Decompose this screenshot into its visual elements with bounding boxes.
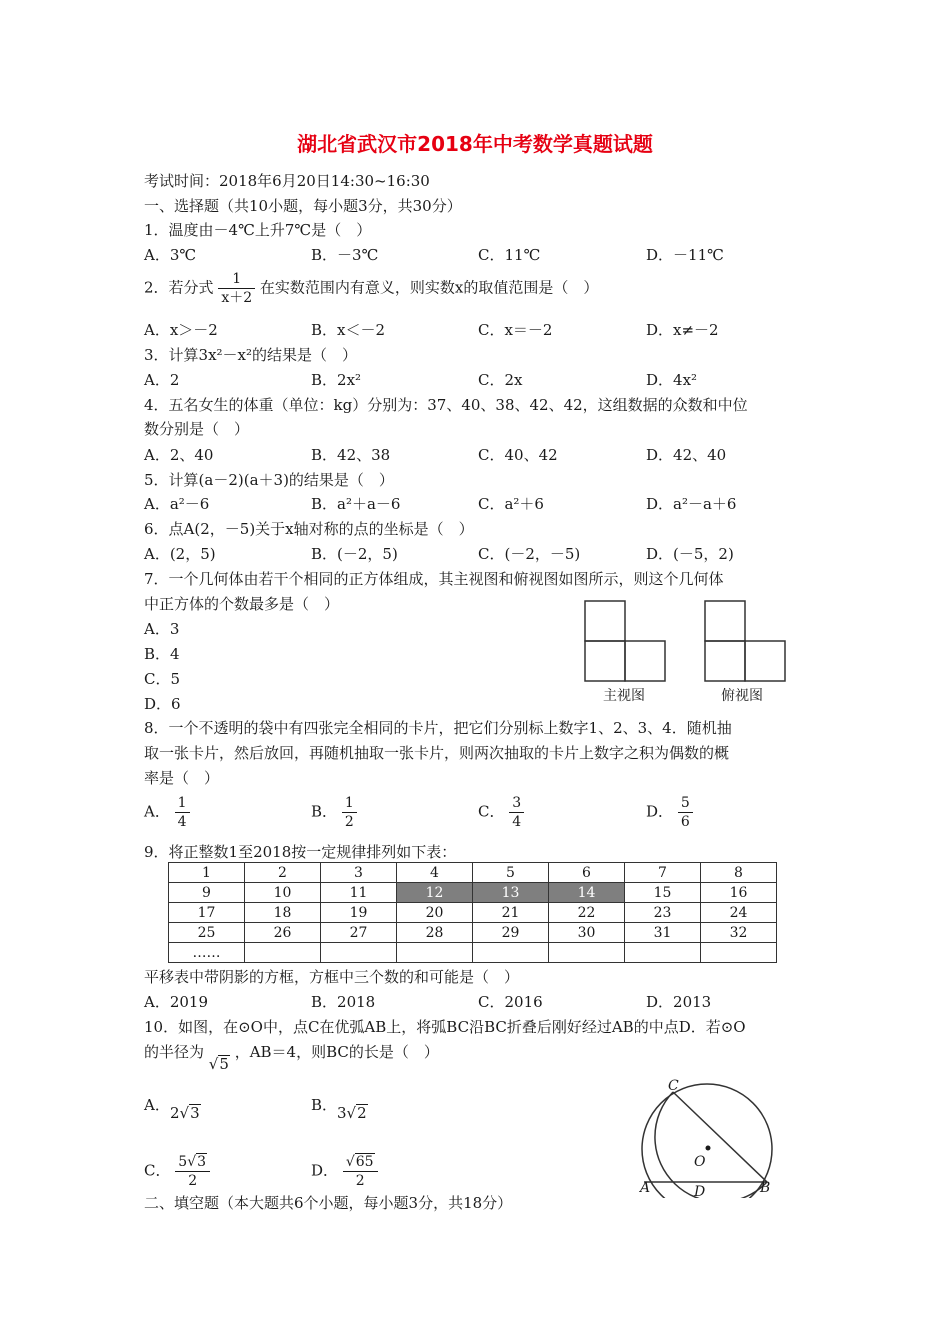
section-2-heading: 二、填空题（本大题共6个小题，每小题3分，共18分） (144, 1194, 513, 1212)
q8-a-fraction: $\frac{1}{4}$ (175, 794, 190, 831)
table-cell: 31 (625, 923, 701, 943)
q10-option-d (311, 1153, 378, 1190)
q4-option-b: B．42、38 (311, 446, 391, 464)
q6-stem: 6．点A(2，－5)关于x轴对称的点的坐标是（ ） (144, 520, 474, 538)
table-cell (397, 943, 473, 963)
q8-d-fraction: $\frac{5}{6}$ (678, 794, 693, 831)
table-cell: 16 (701, 883, 777, 903)
q3-option-a: A．2 (144, 371, 180, 389)
q10-b-value: 3√2 (337, 1104, 367, 1122)
table-cell: 2 (245, 863, 321, 883)
q1-option-b: B．－3℃ (311, 246, 379, 264)
q4-option-a: A．2、40 (144, 446, 214, 464)
table-cell: 18 (245, 903, 321, 923)
table-cell: 4 (397, 863, 473, 883)
table-cell: 20 (397, 903, 473, 923)
table-cell: 19 (321, 903, 397, 923)
exam-time: 考试时间：2018年6月20日14:30~16:30 (144, 172, 430, 190)
table-row (169, 903, 777, 923)
table-cell: 10 (245, 883, 321, 903)
table-row (169, 863, 777, 883)
chord-bc (673, 1092, 767, 1182)
table-cell: 17 (169, 903, 245, 923)
q2-option-b: B．x＜－2 (311, 321, 386, 339)
q2-option-a: A．x＞－2 (144, 321, 218, 339)
q5-stem: 5．计算(a－2)(a＋3)的结果是（ ） (144, 471, 394, 489)
table-cell: 27 (321, 923, 397, 943)
table-cell: 8 (701, 863, 777, 883)
q2-option-d: D．x≠－2 (646, 321, 719, 339)
q6-option-c: C．(－2，－5) (478, 545, 581, 563)
table-cell (245, 943, 321, 963)
page-title: 湖北省武汉市2018年中考数学真题试题 (297, 132, 653, 156)
q3-option-c: C．2x (478, 371, 523, 389)
q10-option-a (144, 1094, 200, 1122)
q7-stem-line1: 7．一个几何体由若干个相同的正方体组成，其主视图和俯视图如图所示，则这个几何体 (144, 570, 724, 588)
q9-option-c: C．2016 (478, 993, 543, 1011)
q10-stem-line2 (144, 1041, 439, 1073)
top-view-square-bottom-right (745, 641, 785, 681)
table-cell: 32 (701, 923, 777, 943)
table-cell: 13 (473, 883, 549, 903)
table-cell: 5 (473, 863, 549, 883)
front-view-square-top (585, 601, 625, 641)
table-cell (549, 943, 625, 963)
q8-d-label: D． (646, 802, 674, 821)
q6-option-d: D．(－5，2) (646, 545, 734, 563)
label-d: D (694, 1184, 706, 1198)
front-view-label: 主视图 (603, 688, 645, 704)
q5-option-b: B．a²＋a－6 (311, 495, 401, 513)
q2-option-c: C．x＝－2 (478, 321, 553, 339)
q10-c-fraction: $\frac{5√3}{2}$ (175, 1153, 210, 1190)
q10-a-label: A． (144, 1096, 170, 1114)
table-cell: 1 (169, 863, 245, 883)
q8-option-a (144, 794, 190, 831)
q2-frac-den: x＋2 (221, 290, 253, 306)
q3-stem: 3．计算3x²－x²的结果是（ ） (144, 346, 358, 364)
q8-c-fraction: $\frac{3}{4}$ (509, 794, 524, 831)
q9-option-b: B．2018 (311, 993, 376, 1011)
q8-b-label: B． (311, 802, 338, 821)
table-cell: 26 (245, 923, 321, 943)
table-cell (625, 943, 701, 963)
table-cell: 15 (625, 883, 701, 903)
top-view-square-bottom-left (705, 641, 745, 681)
table-cell: 7 (625, 863, 701, 883)
table-cell: 22 (549, 903, 625, 923)
q8-c-label: C． (478, 802, 505, 821)
q8-stem-line1: 8．一个不透明的袋中有四张完全相同的卡片，把它们分别标上数字1、2、3、4．随机抽 (144, 719, 732, 737)
table-cell: 12 (397, 883, 473, 903)
table-cell: 25 (169, 923, 245, 943)
q4-stem-line2: 数分别是（ ） (144, 420, 250, 438)
table-cell: 21 (473, 903, 549, 923)
table-cell: …… (169, 943, 245, 963)
q8-a-label: A． (144, 802, 170, 821)
q10-circle-figure (630, 1078, 790, 1198)
label-o: O (694, 1154, 706, 1170)
table-cell (321, 943, 397, 963)
q2-fraction (218, 270, 255, 307)
q7-option-a: A．3 (144, 620, 180, 638)
q10-stem2-post: ，AB＝4，则BC的长是（ ） (234, 1043, 439, 1061)
q2-frac-num: 1 (218, 270, 255, 289)
table-cell: 14 (549, 883, 625, 903)
table-cell: 9 (169, 883, 245, 903)
q10-option-c (144, 1153, 210, 1190)
front-view-square-bottom-right (625, 641, 665, 681)
q1-option-c: C．11℃ (478, 246, 541, 264)
center-dot (706, 1146, 711, 1151)
q10-a-value: 2√3 (170, 1104, 200, 1122)
table-cell: 3 (321, 863, 397, 883)
q7-stem-line2: 中正方体的个数最多是（ ） (144, 595, 340, 613)
table-row (169, 883, 777, 903)
q1-option-d: D．－11℃ (646, 246, 724, 264)
label-a: A (640, 1180, 651, 1196)
top-view-label: 俯视图 (721, 688, 763, 704)
q6-option-b: B．(－2，5) (311, 545, 398, 563)
q6-option-a: A．(2，5) (144, 545, 216, 563)
q8-option-c (478, 794, 524, 831)
table-cell (701, 943, 777, 963)
table-cell: 29 (473, 923, 549, 943)
q7-option-d: D．6 (144, 695, 181, 713)
q7-option-b: B．4 (144, 645, 180, 663)
q5-option-d: D．a²－a＋6 (646, 495, 737, 513)
q1-stem: 1．温度由－4℃上升7℃是（ ） (144, 221, 372, 239)
circle-o (642, 1084, 772, 1198)
q8-option-b (311, 794, 357, 831)
number-table (168, 862, 777, 963)
q7-views-figure (575, 595, 795, 707)
q10-d-fraction: $\frac{√65}{2}$ (343, 1153, 378, 1190)
q8-stem-line3: 率是（ ） (144, 769, 220, 787)
label-c: C (668, 1078, 679, 1094)
q5-option-c: C．a²＋6 (478, 495, 544, 513)
q2-stem-post: 在实数范围内有意义，则实数x的取值范围是（ ） (259, 278, 599, 297)
q10-option-b (311, 1094, 367, 1122)
q5-option-a: A．a²－6 (144, 495, 210, 513)
front-view-square-bottom-left (585, 641, 625, 681)
table-cell: 6 (549, 863, 625, 883)
q10-c-label: C． (144, 1161, 171, 1180)
q9-option-a: A．2019 (144, 993, 209, 1011)
q1-option-a: A．3℃ (144, 246, 197, 264)
table-row (169, 943, 777, 963)
table-cell: 11 (321, 883, 397, 903)
label-b: B (760, 1180, 771, 1196)
table-cell: 24 (701, 903, 777, 923)
q8-option-d (646, 794, 693, 831)
q8-stem-line2: 取一张卡片，然后放回，再随机抽取一张卡片，则两次抽取的卡片上数字之积为偶数的概 (144, 744, 730, 762)
table-cell: 30 (549, 923, 625, 943)
q4-stem-line1: 4．五名女生的体重（单位：kg）分别为：37、40、38、42、42，这组数据的众数和中位 (144, 396, 748, 414)
q7-option-c: C．5 (144, 670, 181, 688)
q9-option-d: D．2013 (646, 993, 712, 1011)
q9-after: 平移表中带阴影的方框，方框中三个数的和可能是（ ） (144, 968, 520, 986)
q10-stem-line1: 10．如图，在⊙O中，点C在优弧AB上，将弧BC沿BC折叠后刚好经过AB的中点D．若⊙O (144, 1018, 746, 1036)
top-view-square-top (705, 601, 745, 641)
q9-stem: 9．将正整数1至2018按一定规律排列如下表： (144, 843, 457, 861)
q2-stem (144, 270, 598, 307)
q3-option-b: B．2x² (311, 371, 362, 389)
q3-option-d: D．4x² (646, 371, 698, 389)
q4-option-d: D．42、40 (646, 446, 727, 464)
table-cell (473, 943, 549, 963)
q10-b-label: B． (311, 1096, 338, 1114)
table-row (169, 923, 777, 943)
q10-d-label: D． (311, 1161, 339, 1180)
q10-stem2-pre: 的半径为 (144, 1043, 205, 1061)
q10-radius-sqrt: √5 (208, 1055, 229, 1073)
q4-option-c: C．40、42 (478, 446, 558, 464)
q2-stem-pre: 2．若分式 (144, 278, 214, 297)
table-cell: 23 (625, 903, 701, 923)
section-1-heading: 一、选择题（共10小题，每小题3分，共30分） (144, 197, 462, 215)
table-cell: 28 (397, 923, 473, 943)
q8-b-fraction: $\frac{1}{2}$ (342, 794, 357, 831)
